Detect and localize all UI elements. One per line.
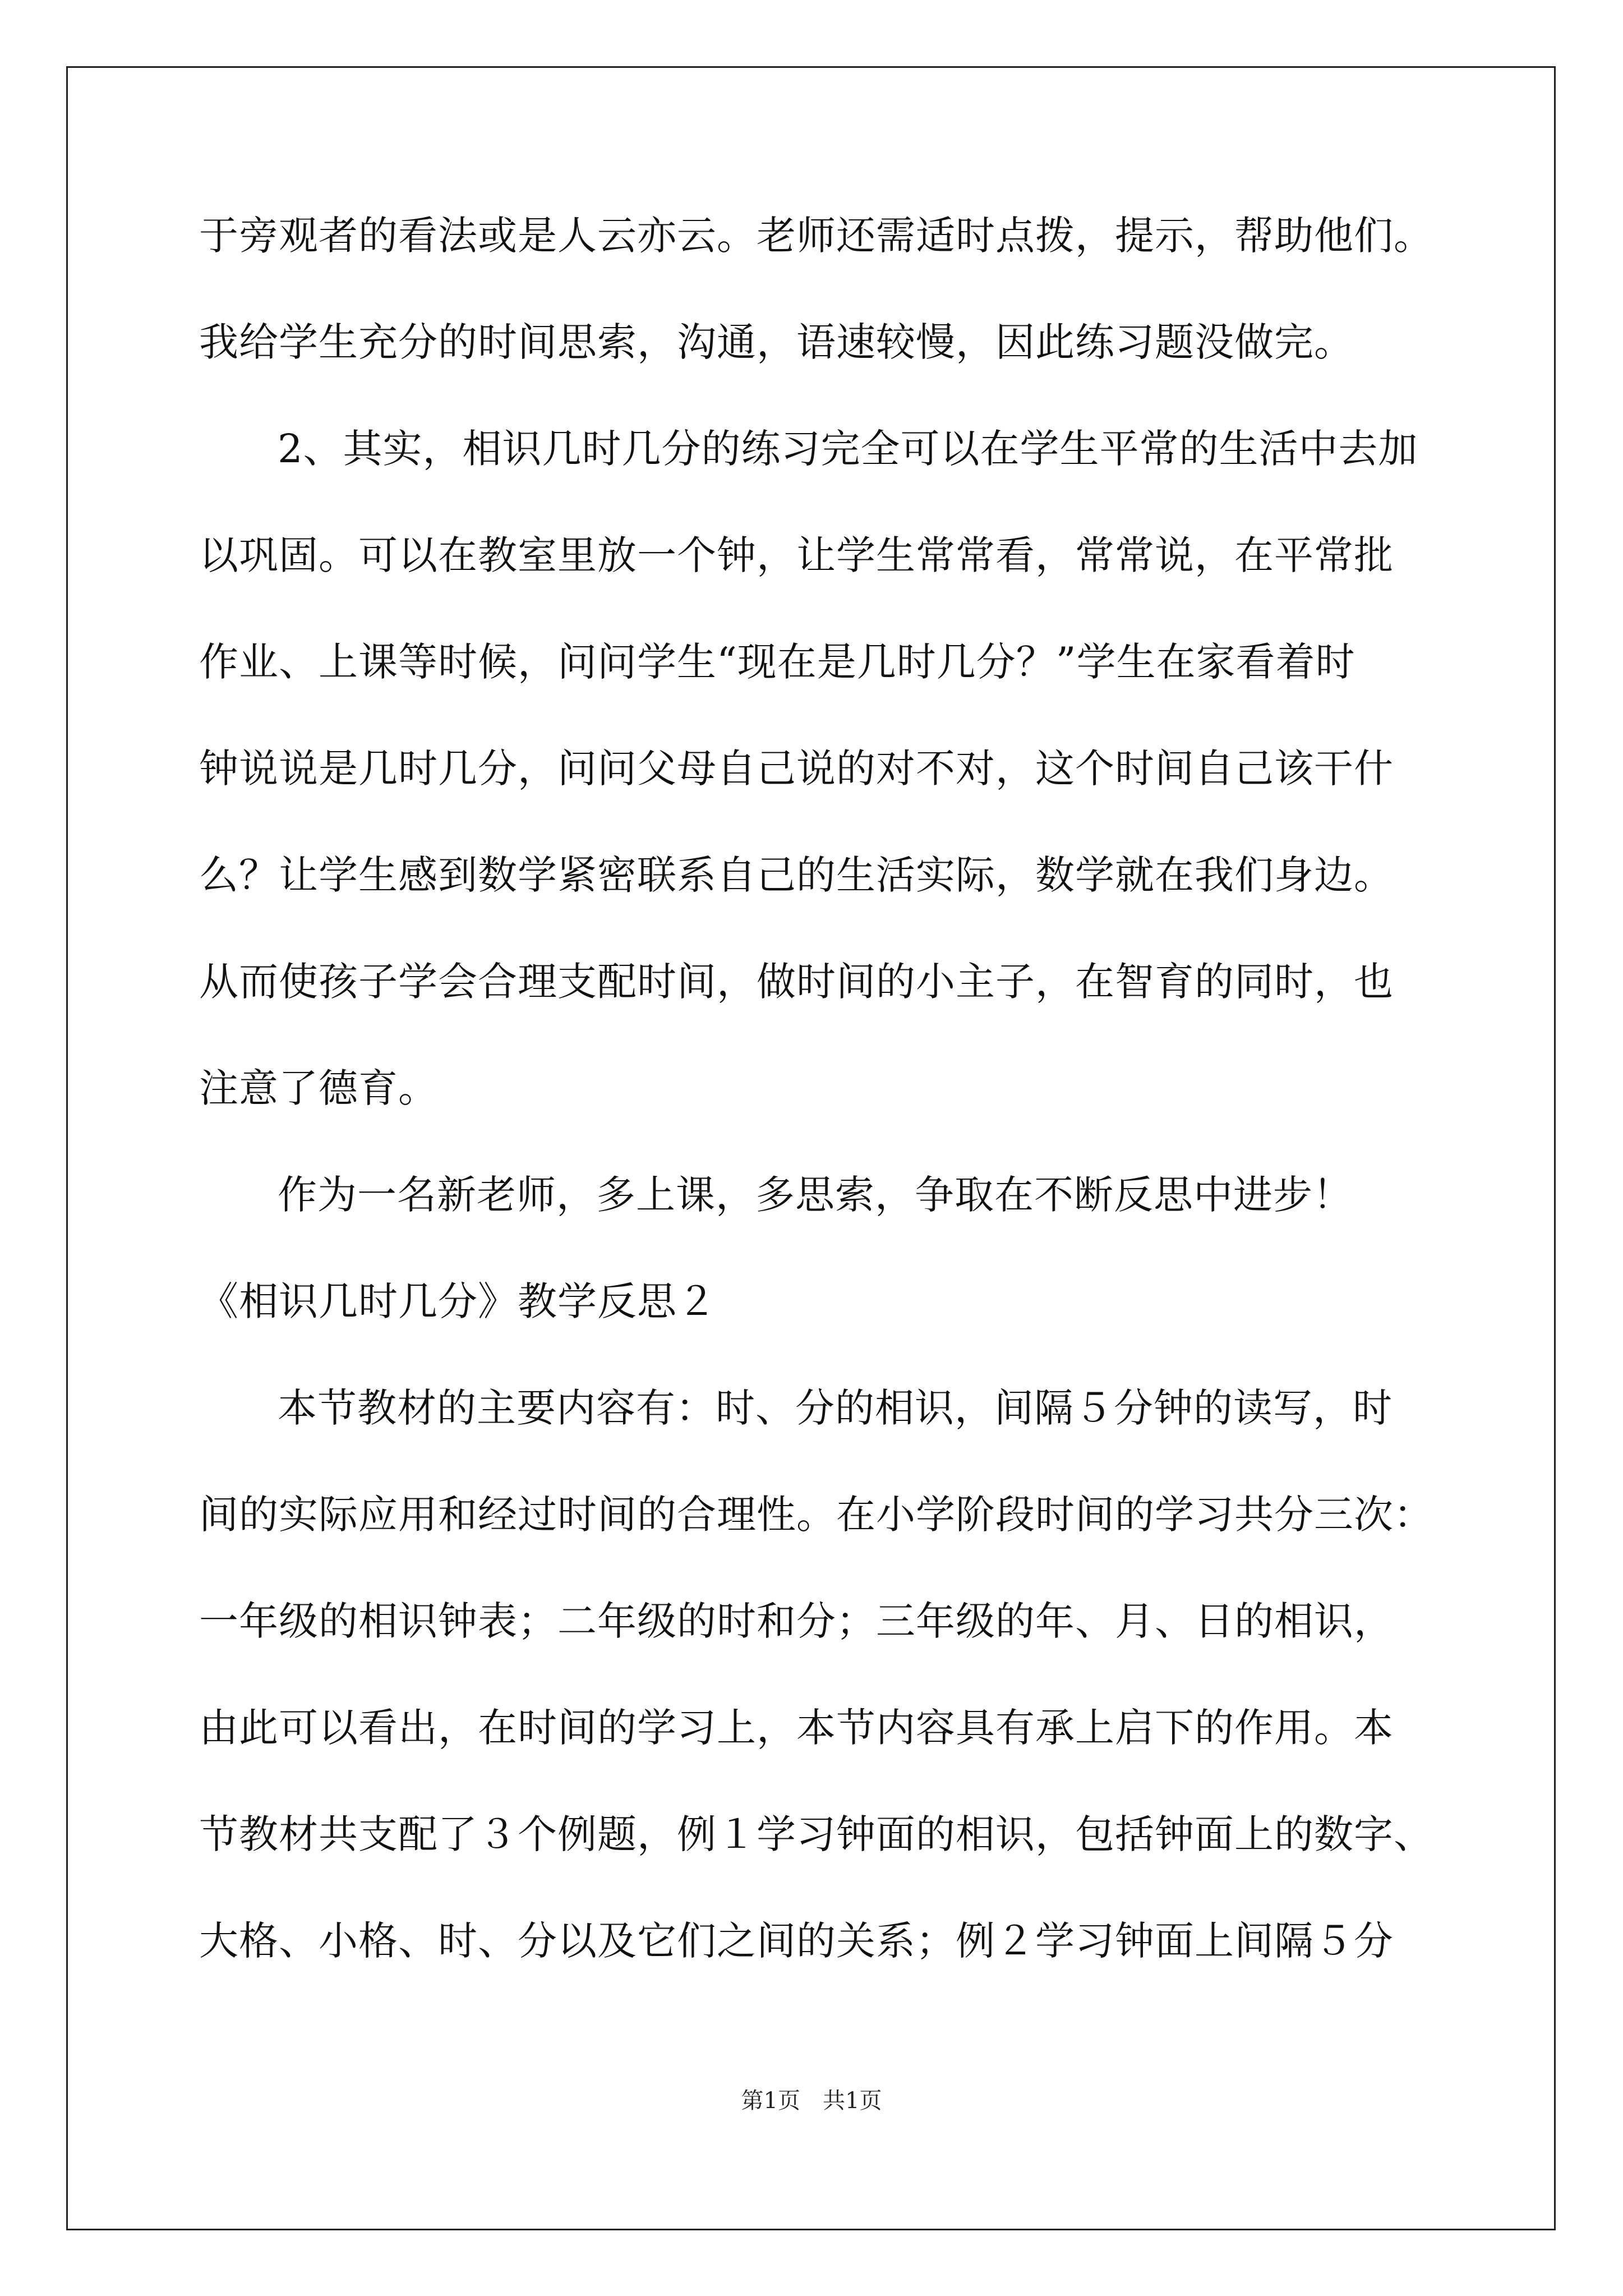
text-line: 节教材共支配了３个例题，例１学习钟面的相识，包括钟面上的数字、 [199, 1811, 1433, 1857]
paragraph-first-line: 本节教材的主要内容有：时、分的相识，间隔５分钟的读写，时 [278, 1385, 1393, 1431]
text-line: 注意了德育。 [199, 1065, 438, 1111]
text-line: 我给学生充分的时间思索，沟通，语速较慢，因此练习题没做完。 [199, 319, 1354, 365]
text-line: 大格、小格、时、分以及它们之间的关系；例２学习钟面上间隔５分 [199, 1918, 1394, 1964]
paragraph-first-line: 2、其实，相识几时几分的练习完全可以在学生平常的生活中去加 [278, 426, 1418, 472]
text-line: 么？让学生感到数学紧密联系自己的生活实际，数学就在我们身边。 [199, 852, 1394, 898]
page-border [66, 66, 1556, 2230]
text-line: 由此可以看出，在时间的学习上，本节内容具有承上启下的作用。本 [199, 1705, 1394, 1751]
text-line: 作业、上课等时候，问问学生“现在是几时几分？”学生在家看着时 [199, 639, 1355, 685]
text-line: 钟说说是几时几分，问问父母自己说的对不对，这个时间自己该干什 [199, 746, 1394, 792]
paragraph-first-line: 作为一名新老师，多上课，多思索，争取在不断反思中进步！ [278, 1172, 1353, 1218]
section-heading: 《相识几时几分》教学反思２ [199, 1278, 717, 1324]
text-line: 从而使孩子学会合理支配时间，做时间的小主子，在智育的同时，也 [199, 959, 1394, 1005]
text-line: 于旁观者的看法或是人云亦云。老师还需适时点拨，提示，帮助他们。 [199, 213, 1433, 259]
text-line: 一年级的相识钟表；二年级的时和分；三年级的年、月、日的相识， [199, 1598, 1394, 1644]
page-number-footer: 第1页 共1页 [741, 2088, 882, 2114]
text-line: 以巩固。可以在教室里放一个钟，让学生常常看，常常说，在平常批 [199, 532, 1394, 578]
text-line: 间的实际应用和经过时间的合理性。在小学阶段时间的学习共分三次： [199, 1492, 1433, 1538]
